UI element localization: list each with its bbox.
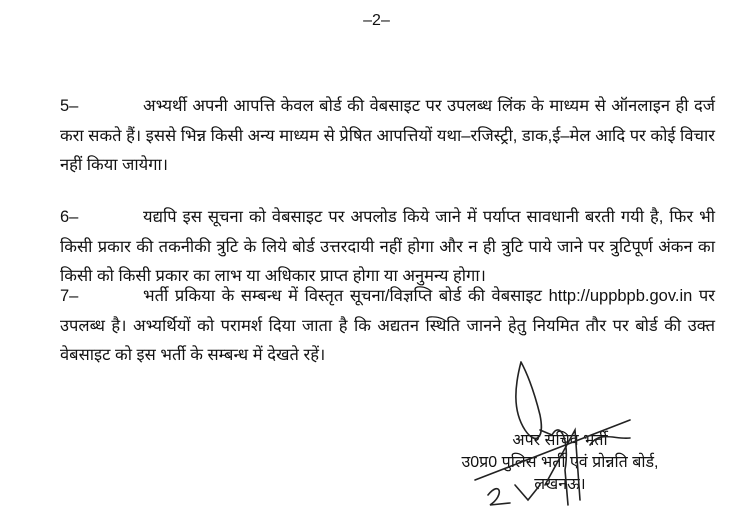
paragraph-5	[60, 92, 715, 181]
organization: उ0प्र0 पुलिस भर्ती एवं प्रोन्नति बोर्ड,	[461, 454, 659, 471]
city: लखनऊ।	[534, 476, 586, 493]
paragraph-number: 5–	[60, 97, 79, 115]
paragraph-number: 7–	[60, 287, 79, 305]
paragraph-text: यद्यपि इस सूचना को वेबसाइट पर अपलोड किये जाने में पर्याप्त सावधानी बरती गयी है, फिर भी किसी प्रकार की तकनीकी त्रुटि के लिये बोर्ड उत्तरदायी नहीं होगा और न ही त्रुटि पाये जाने पर त्रुटिपूर्ण अंकन का किसी को किसी प्रकार का लाभ या अधिकार प्राप्त होगा या अनुमन्य होगा।	[60, 208, 715, 285]
designation: अपर सचिव भर्ती	[512, 432, 608, 449]
paragraph-number: 6–	[60, 208, 79, 226]
paragraph-text: भर्ती प्रकिया के सम्बन्ध में विस्तृत सूचना/विज्ञप्ति बोर्ड की वेबसाइट http://uppbpb.gov.in पर उपलब्ध है। अभ्यर्थियों को परामर्श दिया जाता है कि अद्यतन स्थिति जानने हेतु नियमित तौर पर बोर्ड की उक्त वेबसाइट को इस भर्ती के सम्बन्ध में देखते रहें।	[60, 287, 715, 364]
paragraph-text: अभ्यर्थी अपनी आपत्ति केवल बोर्ड की वेबसाइट पर उपलब्ध लिंक के माध्यम से ऑनलाइन ही दर्ज करा सकते हैं। इससे भिन्न किसी अन्य माध्यम से प्रेषित आपत्तियों यथा–रजिस्ट्री, डाक,ई–मेल आदि पर कोई विचार नहीं किया जायेगा।	[60, 97, 715, 174]
paragraph-6	[60, 203, 715, 292]
page-number: –2–	[363, 12, 390, 29]
paragraph-7	[60, 282, 715, 371]
signature-block	[425, 430, 695, 496]
